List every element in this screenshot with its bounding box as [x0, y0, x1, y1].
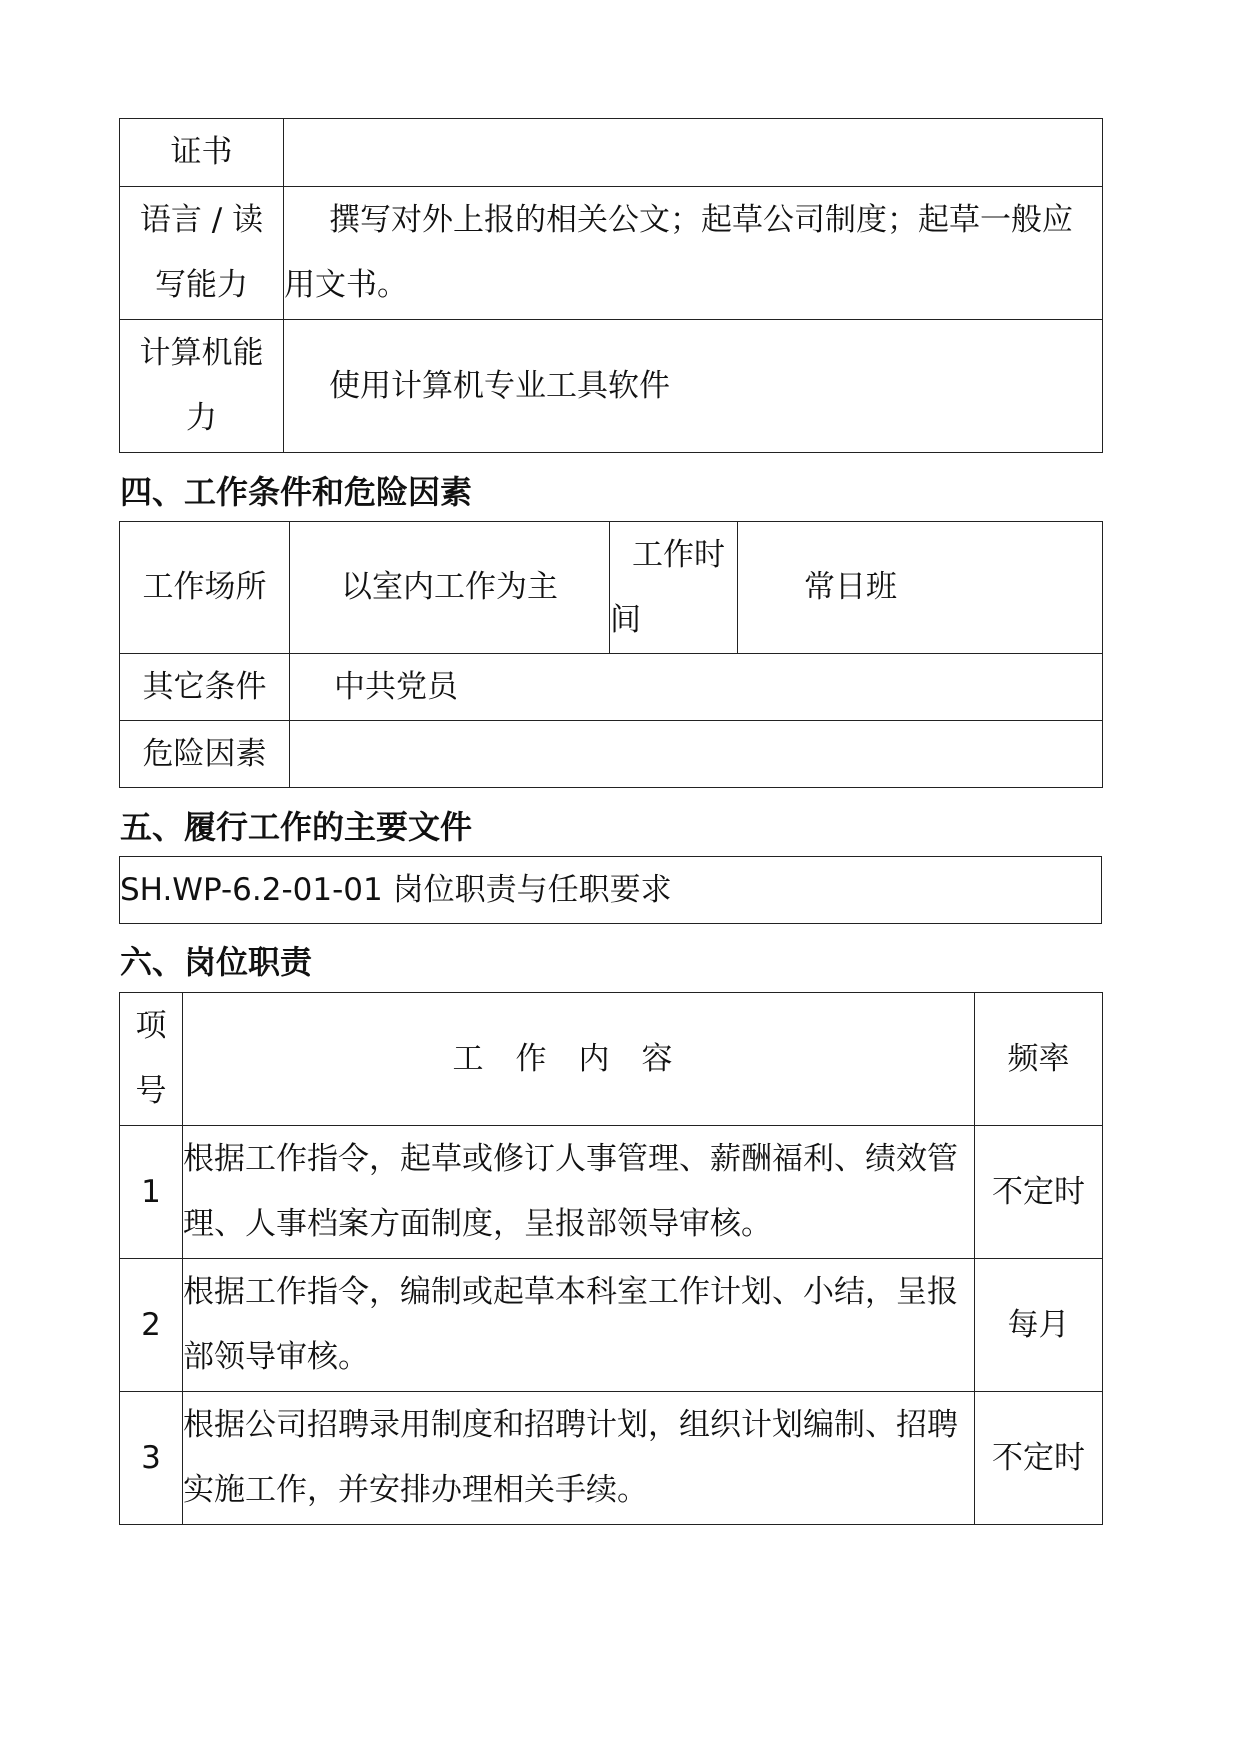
certificate-label: 证书 [120, 119, 284, 187]
language-skill-value: 撰写对外上报的相关公文；起草公司制度；起草一般应用文书。 [284, 187, 1103, 320]
computer-skill-value: 使用计算机专业工具软件 [284, 320, 1103, 453]
workplace-value: 以室内工作为主 [290, 522, 610, 654]
column-header-no: 项号 [120, 993, 183, 1126]
column-header-content: 工作内容 [183, 993, 975, 1126]
duty-no: 1 [120, 1126, 183, 1259]
main-document-item: SH.WP-6.2-01-01 岗位职责与任职要求 [120, 857, 1102, 924]
table-row [120, 522, 1103, 654]
table-row [120, 654, 1103, 721]
table-row [120, 857, 1102, 924]
table-row [120, 721, 1103, 788]
table-row [120, 1259, 1103, 1392]
duty-no: 3 [120, 1392, 183, 1525]
main-documents-table [119, 856, 1102, 924]
duty-content: 根据工作指令，编制或起草本科室工作计划、小结，呈报部领导审核。 [183, 1259, 975, 1392]
computer-skill-label: 计算机能力 [120, 320, 284, 453]
table-row [120, 1126, 1103, 1259]
column-header-frequency: 频率 [975, 993, 1103, 1126]
section6-heading: 六、岗位职责 [120, 943, 313, 981]
duty-frequency: 每月 [975, 1259, 1103, 1392]
duty-frequency: 不定时 [975, 1392, 1103, 1525]
section4-heading: 四、工作条件和危险因素 [120, 473, 473, 511]
other-conditions-value: 中共党员 [290, 654, 1103, 721]
table-header-row [120, 993, 1103, 1126]
duty-frequency: 不定时 [975, 1126, 1103, 1259]
work-conditions-table [119, 521, 1103, 788]
section5-heading: 五、履行工作的主要文件 [120, 808, 473, 846]
skills-table [119, 118, 1103, 453]
table-row [120, 119, 1103, 187]
hazard-value [290, 721, 1103, 788]
other-conditions-label: 其它条件 [120, 654, 290, 721]
duty-content: 根据工作指令，起草或修订人事管理、薪酬福利、绩效管理、人事档案方面制度，呈报部领导审核。 [183, 1126, 975, 1259]
duty-content: 根据公司招聘录用制度和招聘计划，组织计划编制、招聘实施工作，并安排办理相关手续。 [183, 1392, 975, 1525]
worktime-value: 常日班 [738, 522, 1103, 654]
certificate-value [284, 119, 1103, 187]
table-row [120, 1392, 1103, 1525]
language-skill-label: 语言 / 读写能力 [120, 187, 284, 320]
workplace-label: 工作场所 [120, 522, 290, 654]
hazard-label: 危险因素 [120, 721, 290, 788]
duty-no: 2 [120, 1259, 183, 1392]
duties-table [119, 992, 1103, 1525]
table-row [120, 320, 1103, 453]
table-row [120, 187, 1103, 320]
worktime-label: 工作时间 [610, 522, 738, 654]
